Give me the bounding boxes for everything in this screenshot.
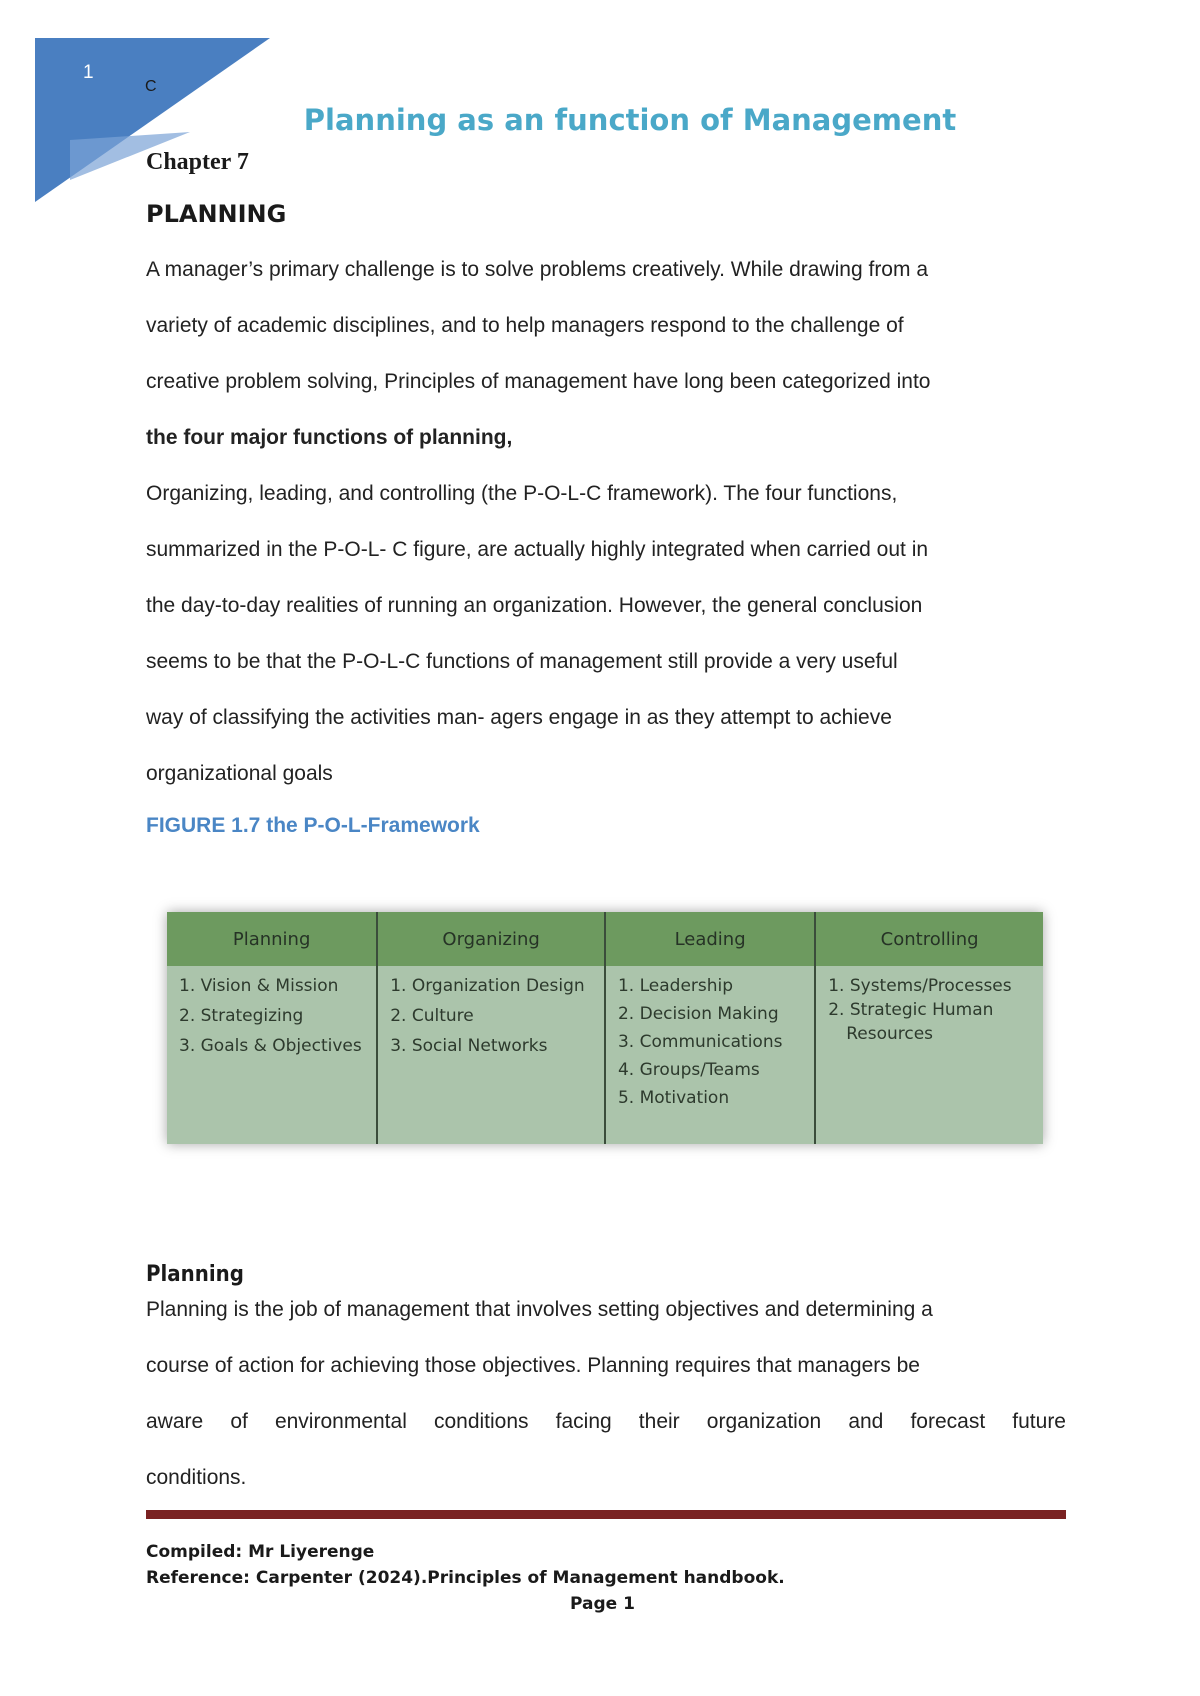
intro-paragraph (146, 242, 1066, 802)
footer-page-number: Page 1 (570, 1594, 635, 1614)
leading-column (605, 966, 815, 1144)
text-line: course of action for achieving those objectives. Planning requires that managers be (146, 1354, 920, 1377)
corner-page-number: 1 (83, 62, 94, 83)
list-item: 3. Social Networks (390, 1036, 548, 1056)
list-item: 1. Vision & Mission (179, 976, 339, 996)
header-organizing: Organizing (377, 912, 605, 966)
polc-table (167, 912, 1043, 1144)
list-item: 2. Strategizing (179, 1006, 304, 1026)
header-controlling: Controlling (815, 912, 1043, 966)
text-line: A manager’s primary challenge is to solve problems creatively. While drawing from a (146, 258, 928, 281)
text-line: way of classifying the activities man- agers engage in as they attempt to achieve (146, 706, 892, 729)
text-line: conditions. (146, 1466, 247, 1489)
section-heading: PLANNING (146, 200, 287, 228)
header-planning: Planning (167, 912, 377, 966)
list-item: 1. Systems/Processes (828, 976, 1012, 996)
document-title: Planning as an function of Management (303, 103, 957, 137)
text-line: variety of academic disciplines, and to help managers respond to the challenge of (146, 314, 904, 337)
corner-letter: C (145, 78, 157, 95)
figure-caption: FIGURE 1.7 the P-O-L-Framework (146, 814, 480, 837)
list-item: 2. Decision Making (617, 1004, 779, 1024)
text-line: summarized in the P-O-L- C figure, are actually highly integrated when carried out in (146, 538, 929, 561)
footer-divider (146, 1510, 1066, 1519)
organizing-column (377, 966, 605, 1144)
text-line: the day-to-day realities of running an organization. However, the general conclusion (146, 594, 923, 617)
planning-subheading: Planning (146, 1262, 244, 1287)
text-line: Planning is the job of management that involves setting objectives and determining a (146, 1298, 933, 1321)
list-item: 1. Leadership (617, 976, 734, 996)
header-leading: Leading (605, 912, 815, 966)
controlling-column (815, 966, 1043, 1144)
list-item: 3. Goals & Objectives (179, 1036, 362, 1056)
list-item: 2. Culture (390, 1006, 474, 1026)
planning-paragraph (146, 1282, 1066, 1506)
list-item: 2. Strategic Human (828, 1000, 994, 1020)
planning-column (167, 966, 377, 1144)
polc-framework-figure (167, 912, 1043, 1144)
bold-text-line: the four major functions of planning, (146, 426, 513, 449)
footer-reference: Reference: Carpenter (2024).Principles of Management handbook. (146, 1568, 785, 1588)
chapter-label: Chapter 7 (146, 149, 249, 175)
footer-compiled: Compiled: Mr Liyerenge (146, 1542, 375, 1562)
text-line: Organizing, leading, and controlling (the P-O-L-C framework). The four functions, (146, 482, 898, 505)
list-item: Resources (846, 1024, 934, 1044)
text-line: organizational goals (146, 762, 333, 785)
corner-triangle-decoration (0, 0, 300, 220)
list-item: 5. Motivation (617, 1088, 730, 1108)
list-item: 4. Groups/Teams (617, 1060, 760, 1080)
list-item: 1. Organization Design (390, 976, 585, 996)
text-line: seems to be that the P-O-L-C functions of management still provide a very useful (146, 650, 898, 673)
text-line: aware of environmental conditions facing their organization and forecast future (146, 1410, 1066, 1433)
list-item: 3. Communications (617, 1032, 783, 1052)
text-line: creative problem solving, Principles of management have long been categorized into (146, 370, 931, 393)
